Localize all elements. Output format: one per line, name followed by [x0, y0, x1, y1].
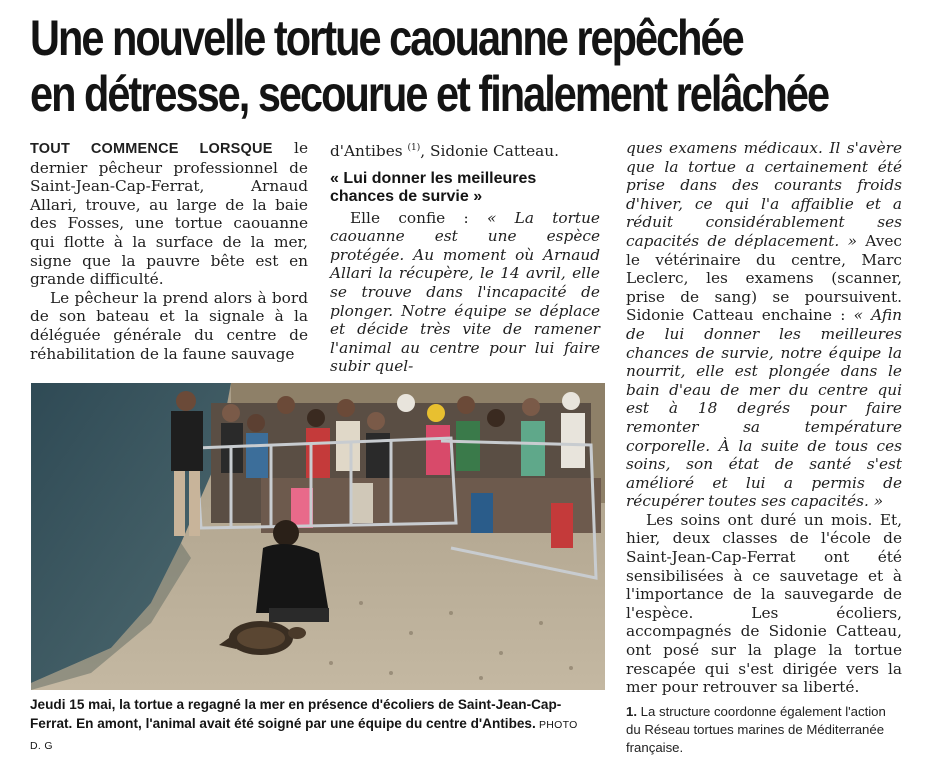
photo-credit: PHOTO D. G [30, 719, 578, 752]
paragraph-1 [30, 139, 308, 289]
photo-caption [30, 695, 590, 756]
paragraph-3-end: , Sidonie Catteau. [420, 142, 560, 161]
lead-in: TOUT COMMENCE LORSQUE [30, 141, 273, 157]
subheading: « Lui donner les meilleures chances de survie » [330, 169, 537, 205]
footnote-number: 1. [626, 703, 637, 719]
text-column-3 [626, 139, 902, 757]
paragraph-5 [626, 139, 902, 511]
quote-1: « La tortue caouanne est une espèce protégée. Au moment où Arnaud Allari la récupère, le 14 avril, elle se trouve dans l'incapacité de plonger. Notre équipe se déplace et décide très vite de ramener l'animal au centre pour lui faire subir quel- [330, 208, 600, 376]
paragraph-3 [330, 139, 600, 161]
paragraph-6: Les soins ont duré un mois. Et, hier, deux classes de l'école de Saint-Jean-Cap-Ferrat ont été sensibilisées à ce sauvetage et à l'importance de la sauvegarde de l'espèce. Les écoliers, accompagnés de Sidonie Catteau, ont posé sur la plage la tortue rescapée qui s'est dirigée vers la mer pour retrouver sa liberté. [626, 510, 902, 697]
footnote-ref: (1) [407, 143, 421, 153]
quote-3: « Afin de lui donner les meilleures chances de survie, notre équipe la nourrit, elle est plongée dans le bain d'eau de mer du centre qui est à 18 degrés pour faire remonter sa température corporelle. À la suite de tous ces soins, son état de santé s'est amélioré et lui a permis de récupérer toutes ses capacités. » [626, 306, 902, 511]
article-photo [31, 383, 605, 690]
paragraph-5-text: Avec le vétérinaire du centre, Marc Leclerc, les examens (scanner, prise de sang) se poursuivent. Sidonie Catteau enchaine : [626, 231, 902, 325]
footnote [626, 703, 902, 757]
quote-2: ques examens médicaux. Il s'avère que la tortue a certainement été prise dans des courants froids d'hiver, ce qui l'a affaiblie et a réduit considérablement ses capacités de déplacement. » [626, 139, 902, 250]
headline-line-2: en détresse, secourue et finalement relâchée [30, 66, 829, 122]
paragraph-2: Le pêcheur la prend alors à bord de son bateau et la signale à la déléguée générale du centre de réhabilitation de la faune sauvage [30, 288, 308, 363]
text-column-1 [30, 139, 308, 363]
text-column-2 [330, 139, 600, 376]
paragraph-3-start: d'Antibes [330, 142, 408, 161]
paragraph-4-intro: Elle confie : [350, 208, 487, 227]
paragraph-4 [330, 209, 600, 376]
paragraph-1-text: le dernier pêcheur professionnel de Saint-Jean-Cap-Ferrat, Arnaud Allari, trouve, au large de la baie des Fosses, une tortue caouanne qui flotte à la surface de la mer, signe que la pauvre bête est en grande difficulté. [30, 139, 308, 289]
headline [30, 10, 829, 122]
caption-text: Jeudi 15 mai, la tortue a regagné la mer en présence d'écoliers de Saint-Jean-Cap-Ferrat. En amont, l'animal avait été soigné par une équipe du centre d'Antibes. [30, 697, 562, 731]
footnote-text: La structure coordonne également l'action du Réseau tortues marines de Méditerranée française. [626, 703, 886, 755]
beach-scene-illustration [31, 383, 605, 690]
headline-line-1: Une nouvelle tortue caouanne repêchée [30, 10, 743, 66]
